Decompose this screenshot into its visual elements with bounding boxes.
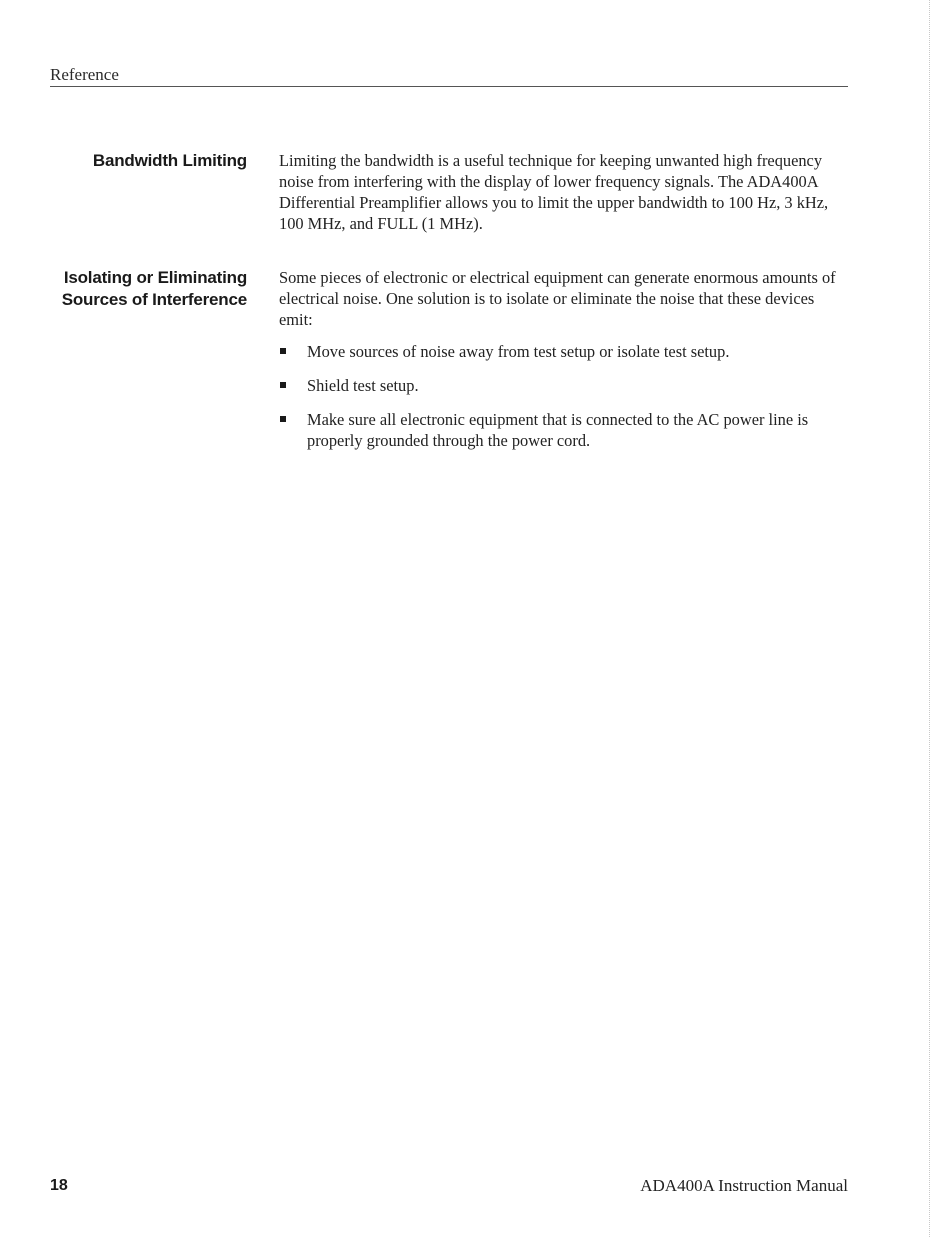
square-bullet-icon — [280, 348, 286, 354]
body-paragraph: Some pieces of electronic or electrical equipment can generate enormous amounts of electrical noise. One solution is to isolate or eliminate the noise that these devices emit: — [279, 268, 836, 329]
section-body — [279, 150, 851, 234]
bullet-list — [279, 341, 851, 451]
page-number: 18 — [50, 1177, 68, 1194]
body-paragraph: Limiting the bandwidth is a useful technique for keeping unwanted high frequency noise from interfering with the display of lower frequency signals. The ADA400A Differential Preamplifier allows you to limit the upper bandwidth to 100 Hz, 3 kHz, 100 MHz, and FULL (1 MHz). — [279, 151, 829, 233]
section-body — [279, 267, 851, 451]
bullet-item — [279, 341, 851, 362]
square-bullet-icon — [280, 382, 286, 388]
header-rule — [50, 86, 848, 87]
bullet-item — [279, 409, 851, 451]
manual-title: ADA400A Instruction Manual — [640, 1176, 848, 1195]
heading-line-1: Isolating or Eliminating — [63, 268, 247, 287]
bullet-text: Make sure all electronic equipment that is connected to the AC power line is properly grounded through the power cord. — [307, 410, 809, 450]
square-bullet-icon — [280, 416, 286, 422]
heading-line-2: Sources of Interference — [61, 290, 247, 309]
running-header: Reference — [50, 65, 119, 84]
section-heading — [40, 150, 247, 172]
bullet-text: Move sources of noise away from test setup or isolate test setup. — [307, 342, 730, 361]
page-edge-mark — [929, 0, 930, 1237]
section-heading — [40, 267, 247, 311]
heading-text: Bandwidth Limiting — [92, 151, 247, 170]
bullet-text: Shield test setup. — [307, 376, 419, 395]
bullet-item — [279, 375, 851, 396]
